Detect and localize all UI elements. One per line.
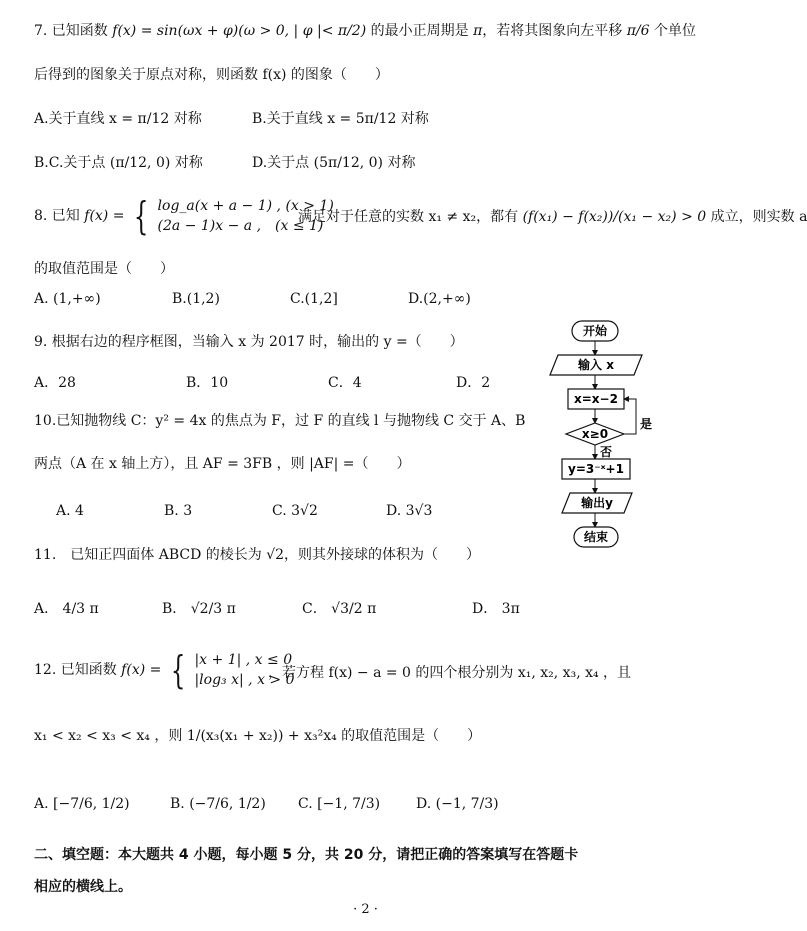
flow-end-label: 结束 <box>583 530 609 544</box>
section2-heading-line2: 相应的横线上。 <box>34 879 132 895</box>
q12-option-b: B. (−7/6, 1/2) <box>170 796 266 812</box>
q11-option-c: C． √3/2 π <box>302 601 377 617</box>
q7-option-c: B.C.关于点 (π/12, 0) 对称 <box>34 155 203 171</box>
q12-brace: { <box>170 648 186 692</box>
q7-shift: π/6 <box>626 23 650 39</box>
flow-condition-label: x≥0 <box>581 427 609 441</box>
program-flowchart <box>540 318 670 554</box>
q8-stem-a: 8. 已知 <box>34 208 80 224</box>
q8-stem-b: 满足对于任意的实数 x₁ ≠ x₂，都有 <box>298 209 519 225</box>
flow-assign-label: x=x−2 <box>574 392 618 406</box>
q7-formula: f(x) = sin(ωx + φ)(ω > 0, | φ |< π/2) <box>112 23 367 39</box>
q7-stem-b: 的最小正周期是 <box>370 23 469 39</box>
q8-option-d: D.(2,+∞) <box>408 291 471 307</box>
q9-stem: 9. 根据右边的程序框图，当输入 x 为 2017 时，输出的 y =（ ） <box>34 334 464 350</box>
flow-compute-label: y=3⁻ˣ+1 <box>568 462 624 476</box>
q12-option-a: A. [−7/6, 1/2) <box>34 796 130 812</box>
page-number: · 2 · <box>353 902 378 917</box>
flowchart-svg <box>540 318 670 554</box>
q7-option-d: D.关于点 (5π/12, 0) 对称 <box>252 155 416 171</box>
q11-option-b: B． √2/3 π <box>162 601 236 617</box>
q8-option-b: B.(1,2) <box>172 291 220 307</box>
q8-stem <box>34 196 334 236</box>
q10-option-b: B. 3 <box>164 503 193 519</box>
q11-option-a: A． 4/3 π <box>34 601 99 617</box>
q7-stem-c: ，若将其图象向左平移 <box>482 23 623 39</box>
flow-output-label: 输出y <box>581 496 613 510</box>
q11-option-d: D． 3π <box>472 601 520 617</box>
q10-option-c: C. 3√2 <box>272 503 318 519</box>
q8-stem-rest <box>298 208 807 226</box>
q8-case-2: (2a − 1)x − a , (x ≤ 1) <box>157 218 324 234</box>
q12-stem-rest: ，若方程 f(x) − a = 0 的四个根分别为 x₁, x₂, x₃, x₄ ，且 <box>268 665 632 681</box>
q12-option-d: D. (−1, 7/3) <box>416 796 499 812</box>
q7-option-a: A.关于直线 x = π/12 对称 <box>34 111 202 127</box>
q12-stem-a: 12. 已知函数 <box>34 662 117 678</box>
q9-option-d: D．2 <box>456 375 491 391</box>
q12-case-1: |x + 1| , x ≤ 0 <box>194 652 293 668</box>
q12-case-2: |log₃ x| , x > 0 <box>194 672 295 688</box>
flow-input-label: 输入 x <box>578 358 614 372</box>
q10-line1: 10.已知抛物线 C：y² = 4x 的焦点为 F，过 F 的直线 l 与抛物线 C 交于 A、B <box>34 413 526 429</box>
q7-line2: 后得到的图象关于原点对称，则函数 f(x) 的图象（ ） <box>34 67 389 83</box>
q11-stem: 11. 已知正四面体 ABCD 的棱长为 √2，则其外接球的体积为（ ） <box>34 547 481 563</box>
q9-option-c: C．4 <box>328 375 362 391</box>
q9-option-a: A．28 <box>34 375 76 391</box>
q9-option-b: B．10 <box>186 375 229 391</box>
q10-option-a: A. 4 <box>56 503 84 519</box>
q8-case-1: log_a(x + a − 1) , (x > 1) <box>157 198 334 214</box>
flow-no-label: 否 <box>600 445 613 459</box>
q12-option-c: C. [−1, 7/3) <box>298 796 381 812</box>
q7-stem-a: 7. 已知函数 <box>34 23 108 39</box>
q8-fx: f(x) = <box>84 208 125 224</box>
section2-heading-line1: 二、填空题：本大题共 4 小题，每小题 5 分，共 20 分，请把正确的答案填写在答题卡 <box>34 847 579 863</box>
q12-line2: x₁ < x₂ < x₃ < x₄ ，则 1/(x₃(x₁ + x₂)) + x₃²x₄ 的取值范围是（ ） <box>34 728 482 744</box>
flow-yes-label: 是 <box>640 417 653 431</box>
q10-line2: 两点（A 在 x 轴上方），且 AF = 3FB ，则 |AF| =（ ） <box>34 456 411 472</box>
q8-option-a: A. (1,+∞) <box>34 291 101 307</box>
q7-stem-d: 个单位 <box>654 23 697 39</box>
q8-option-c: C.(1,2] <box>290 291 338 307</box>
q8-line2: 的取值范围是（ ） <box>34 261 174 277</box>
flow-start-label: 开始 <box>582 324 608 338</box>
q8-inequality: (f(x₁) − f(x₂))/(x₁ − x₂) > 0 <box>522 209 707 225</box>
q7-stem <box>34 22 696 40</box>
q8-brace: { <box>133 194 149 238</box>
q7-pi: π <box>473 23 483 39</box>
q12-fx: f(x) = <box>121 662 162 678</box>
q8-stem-c: 成立，则实数 a <box>710 209 807 225</box>
q10-option-d: D. 3√3 <box>386 503 433 519</box>
q7-option-b: B.关于直线 x = 5π/12 对称 <box>252 111 429 127</box>
q12-stem <box>34 650 295 690</box>
